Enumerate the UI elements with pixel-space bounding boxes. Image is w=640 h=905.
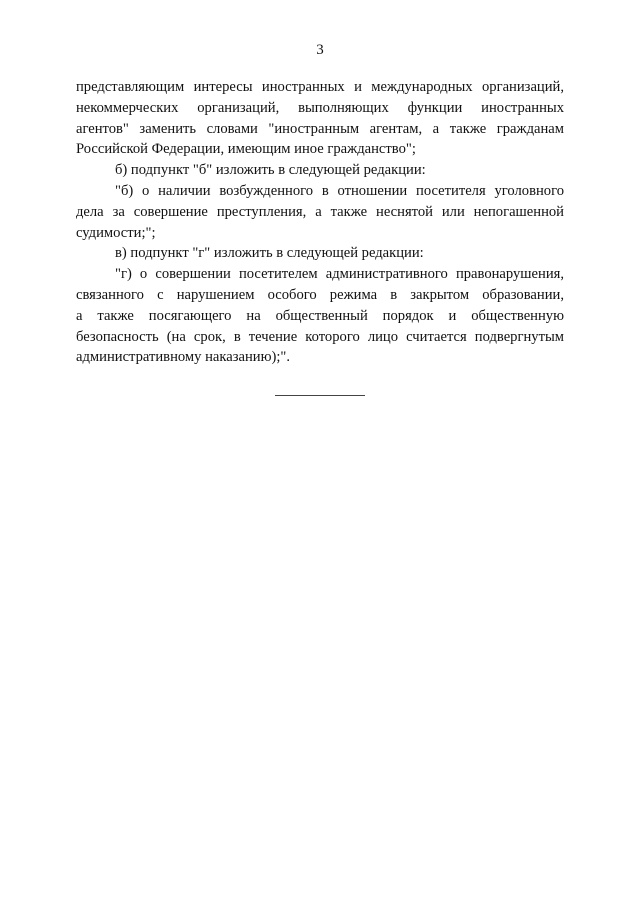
text-line: в) подпункт "г" изложить в следующей редакции: <box>115 245 424 262</box>
text-line: административному наказанию);". <box>76 349 291 366</box>
document-body <box>76 77 564 368</box>
page-number: 3 <box>316 42 324 58</box>
text-line: представляющим интересы иностранных и международных организаций, <box>76 79 564 95</box>
text-line: судимости;"; <box>76 224 156 241</box>
text-line: Российской Федерации, имеющим иное гражданство"; <box>76 141 416 158</box>
text-line: б) подпункт "б" изложить в следующей редакции: <box>115 162 426 179</box>
text-line: "б) о наличии возбужденного в отношении посетителя уголовного <box>115 182 564 199</box>
text-line: безопасность (на срок, в течение которого лицо считается подвергнутым <box>76 328 564 345</box>
text-line: "г) о совершении посетителем административного правонарушения, <box>115 266 564 283</box>
text-line: связанного с нарушением особого режима в закрытом образовании, <box>76 286 564 303</box>
text-line: а также посягающего на общественный порядок и общественную <box>76 307 564 324</box>
text-line: агентов" заменить словами "иностранным агентам, а также гражданам <box>76 120 564 137</box>
end-separator-line <box>275 395 365 396</box>
text-line: некоммерческих организаций, выполняющих функции иностранных <box>76 99 564 116</box>
text-line: дела за совершение преступления, а также неснятой или непогашенной <box>76 203 564 220</box>
